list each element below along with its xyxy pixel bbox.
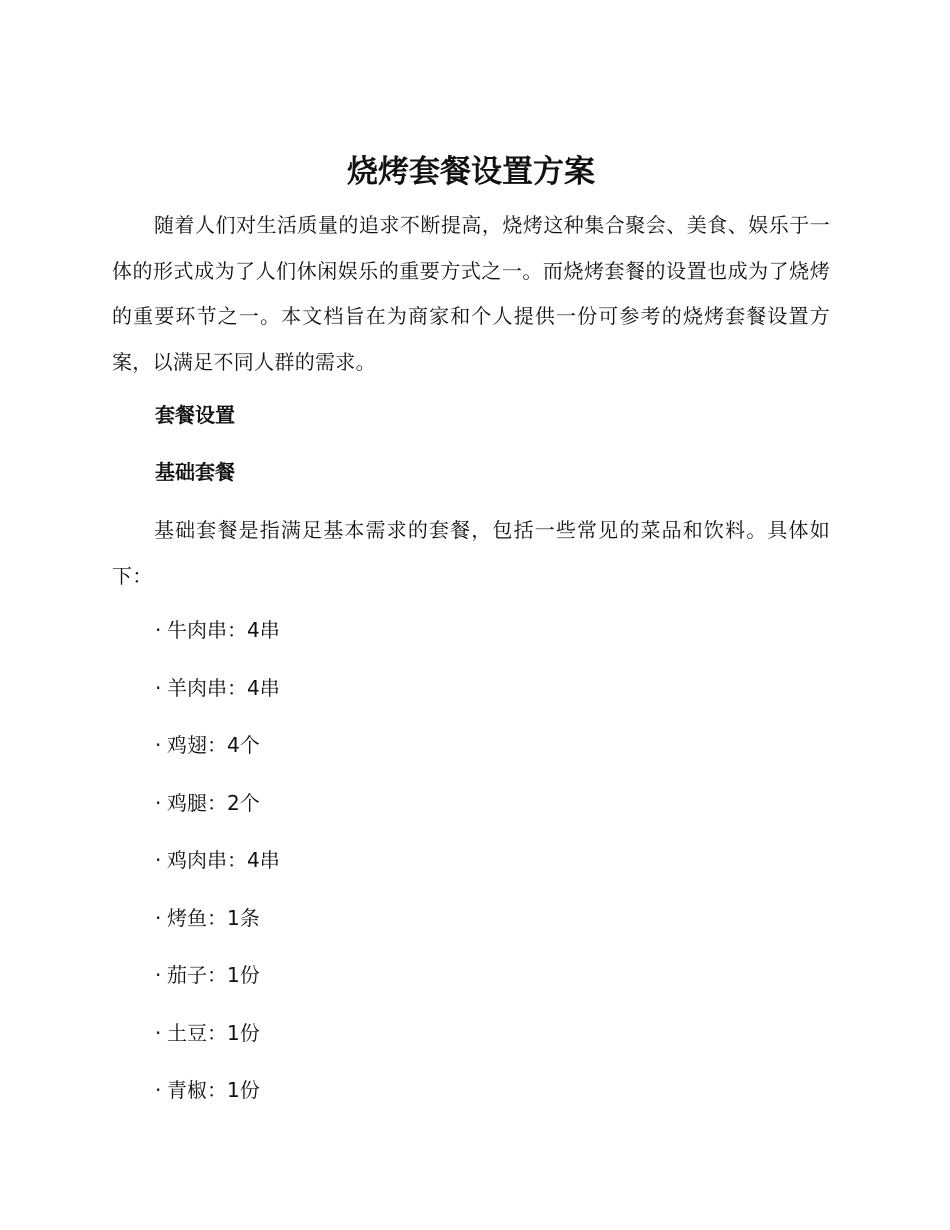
list-item bbox=[155, 1018, 280, 1076]
list-item-text: 青椒：1份 bbox=[167, 1078, 260, 1102]
list-item bbox=[155, 1075, 280, 1133]
list-item bbox=[155, 788, 280, 846]
bullet-icon: · bbox=[155, 905, 162, 930]
bullet-icon: · bbox=[155, 848, 162, 872]
subsection-heading: 基础套餐 bbox=[155, 460, 235, 484]
bullet-icon: · bbox=[155, 1020, 162, 1045]
list-item-text: 鸡腿：2个 bbox=[167, 790, 260, 815]
list-item bbox=[155, 730, 280, 788]
list-item bbox=[155, 903, 280, 961]
bullet-icon: · bbox=[155, 1078, 162, 1102]
list-item-text: 牛肉串：4串 bbox=[167, 618, 280, 642]
list-item-text: 土豆：1份 bbox=[167, 1020, 260, 1045]
list-item bbox=[155, 960, 280, 1018]
list-item-text: 茄子：1份 bbox=[167, 963, 260, 987]
bullet-icon: · bbox=[155, 790, 162, 815]
bullet-icon: · bbox=[155, 963, 162, 987]
bullet-icon: · bbox=[155, 675, 162, 700]
list-item-text: 羊肉串：4串 bbox=[167, 675, 280, 700]
bullet-icon: · bbox=[155, 618, 162, 642]
list-item bbox=[155, 845, 280, 903]
list-item bbox=[155, 673, 280, 731]
list-item bbox=[155, 615, 280, 673]
list-item-text: 鸡翅：4个 bbox=[167, 733, 260, 757]
menu-item-list bbox=[155, 615, 280, 1133]
intro-paragraph: 随着人们对生活质量的追求不断提高，烧烤这种集合聚会、美食、娱乐于一体的形式成为了人们休闲娱乐的重要方式之一。而烧烤套餐的设置也成为了烧烤的重要环节之一。本文档旨在为商家和个人提供一份可参考的烧烤套餐设置方案，以满足不同人群的需求。 bbox=[112, 213, 830, 374]
subsection-description: 基础套餐是指满足基本需求的套餐，包括一些常见的菜品和饮料。具体如下： bbox=[112, 518, 830, 588]
list-item-text: 鸡肉串：4串 bbox=[167, 848, 280, 872]
document-title: 烧烤套餐设置方案 bbox=[347, 154, 595, 190]
section-heading: 套餐设置 bbox=[155, 403, 235, 427]
bullet-icon: · bbox=[155, 733, 162, 757]
list-item-text: 烤鱼：1条 bbox=[167, 905, 260, 930]
